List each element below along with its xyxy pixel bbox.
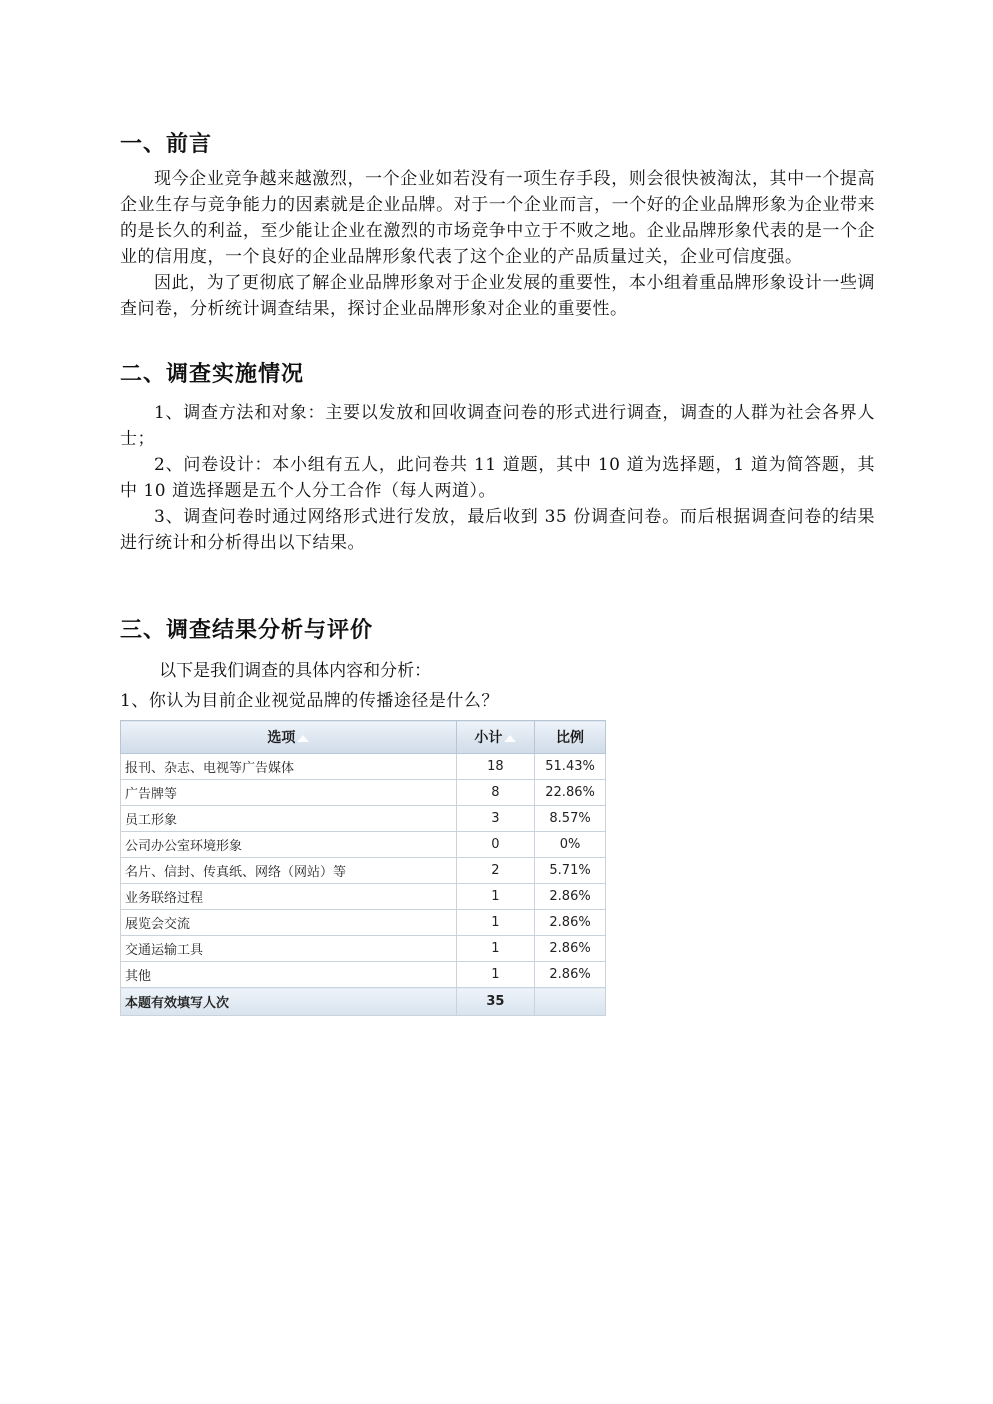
table-total-row [121,988,606,1016]
header-option[interactable]: 选项 [121,721,457,754]
implementation-paragraph-2: 2、问卷设计：本小组有五人，此问卷共 11 道题，其中 10 道为选择题，1 道为简答题，其中 10 道选择题是五个人分工合作（每人两道）。 [120,455,875,501]
count-cell: 18 [456,754,534,780]
count-cell: 1 [456,936,534,962]
table-header-row [121,721,606,754]
count-cell: 2 [456,858,534,884]
total-label: 本题有效填写人次 [121,988,457,1016]
table-row [121,884,606,910]
preface-paragraph-1: 现今企业竞争越来越激烈，一个企业如若没有一项生存手段，则会很快被淘汰，其中一个提高企业生存与竞争能力的因素就是企业品牌。对于一个企业而言，一个好的企业品牌形象为企业带来的是长久的利益，至少能让企业在激烈的市场竞争中立于不败之地。企业品牌形象代表的是一个企业的信用度，一个良好的企业品牌形象代表了这个企业的产品质量过关，企业可信度强。 [120,169,875,267]
total-value: 35 [456,988,534,1016]
ratio-cell: 2.86% [535,936,606,962]
count-cell: 0 [456,832,534,858]
option-cell: 其他 [121,962,457,988]
table-row [121,962,606,988]
option-cell: 交通运输工具 [121,936,457,962]
count-cell: 1 [456,884,534,910]
ratio-cell: 8.57% [535,806,606,832]
section-title-implementation: 二、调查实施情况 [120,362,305,387]
results-intro: 以下是我们调查的具体内容和分析： [159,661,432,681]
count-cell: 1 [456,910,534,936]
option-cell: 展览会交流 [121,910,457,936]
section-title-results: 三、调查结果分析与评价 [120,618,374,643]
table-row [121,936,606,962]
ratio-cell: 0% [535,832,606,858]
ratio-cell: 2.86% [535,910,606,936]
sort-icon[interactable] [504,735,516,742]
count-cell: 8 [456,780,534,806]
ratio-cell: 51.43% [535,754,606,780]
option-cell: 报刊、杂志、电视等广告媒体 [121,754,457,780]
ratio-cell: 2.86% [535,962,606,988]
implementation-paragraph-3: 3、调查问卷时通过网络形式进行发放，最后收到 35 份调查问卷。而后根据调查问卷的结果进行统计和分析得出以下结果。 [120,507,875,553]
header-count[interactable]: 小计 [456,721,534,754]
count-cell: 3 [456,806,534,832]
ratio-cell: 22.86% [535,780,606,806]
ratio-cell: 5.71% [535,858,606,884]
question-1: 1、你认为目前企业视觉品牌的传播途径是什么？ [120,691,499,711]
document-page [120,128,875,1016]
table-row [121,806,606,832]
option-cell: 员工形象 [121,806,457,832]
survey-results-table [120,720,606,1016]
header-ratio: 比例 [535,721,606,754]
table-row [121,780,606,806]
total-empty-cell [535,988,606,1016]
ratio-cell: 2.86% [535,884,606,910]
table-row [121,754,606,780]
option-cell: 名片、信封、传真纸、网络（网站）等 [121,858,457,884]
table-row [121,858,606,884]
table-row [121,832,606,858]
implementation-paragraph-1: 1、调查方法和对象：主要以发放和回收调查问卷的形式进行调查，调查的人群为社会各界人士； [120,403,875,449]
table-row [121,910,606,936]
section-title-preface: 一、前言 [120,132,213,157]
sort-icon[interactable] [297,735,309,742]
option-cell: 广告牌等 [121,780,457,806]
option-cell: 公司办公室环境形象 [121,832,457,858]
option-cell: 业务联络过程 [121,884,457,910]
count-cell: 1 [456,962,534,988]
preface-paragraph-2: 因此，为了更彻底了解企业品牌形象对于企业发展的重要性，本小组着重品牌形象设计一些调查问卷，分析统计调查结果，探讨企业品牌形象对企业的重要性。 [120,273,875,319]
